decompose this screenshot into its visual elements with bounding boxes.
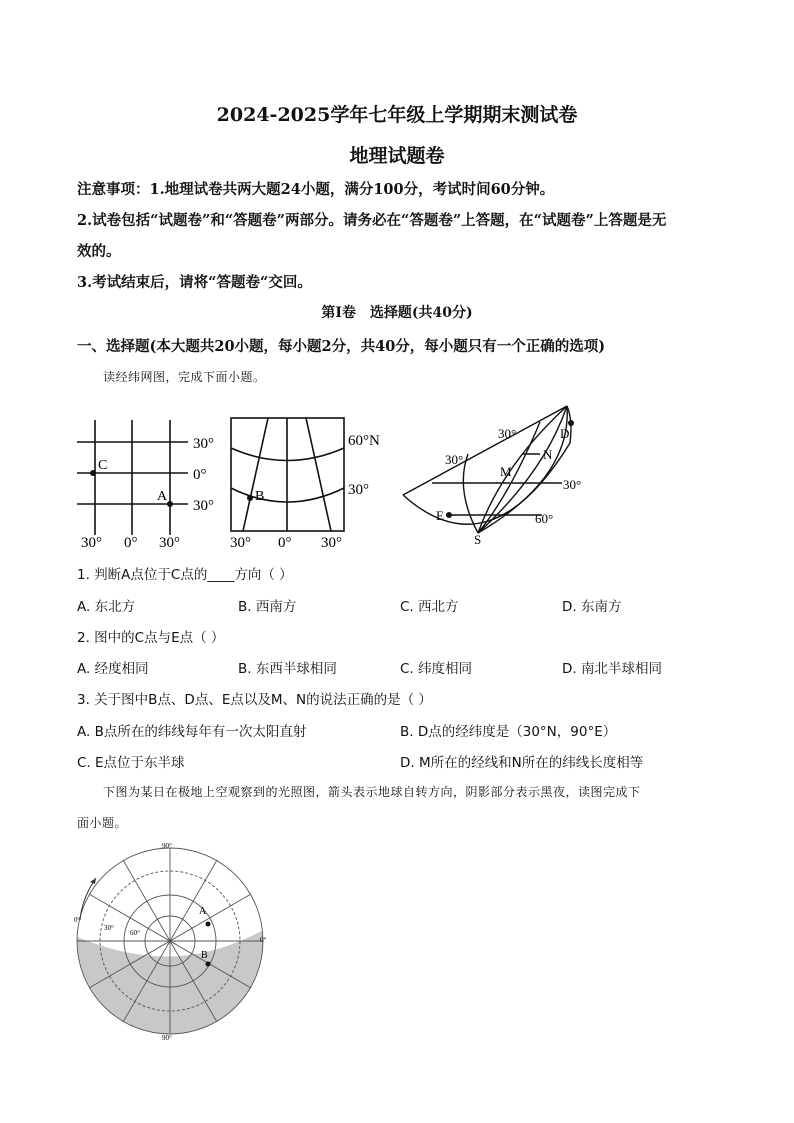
fig2-label-60: 60° [130, 929, 140, 937]
conic-lat-label-2: 30° [348, 482, 369, 498]
grid-lon-label-2: 0° [124, 535, 138, 551]
hemi-label-30-left: 30° [445, 452, 464, 467]
hemi-label-30-right: 30° [563, 477, 582, 492]
conic-map [231, 418, 344, 531]
question-1-option-c[interactable]: C. 西北方 [400, 599, 459, 615]
point-a-label: A [157, 489, 168, 504]
point-c-label: C [98, 458, 108, 473]
question-3-option-d[interactable]: D. M所在的经线和N所在的纬线长度相等 [400, 755, 644, 771]
conic-lon-label-2: 0° [278, 535, 292, 551]
question-2-option-d[interactable]: D. 南北半球相同 [562, 661, 662, 677]
figure-1-maps [70, 398, 610, 553]
fig2-label-90-bottom: 90° [162, 1034, 172, 1042]
notice-line-2-cont: 效的。 [77, 243, 121, 260]
grid-map [77, 420, 188, 535]
point-a-dot [206, 922, 211, 927]
fig2-point-a-label: A [199, 906, 207, 917]
intro-text-1: 读经纬网图，完成下面小题。 [103, 370, 266, 384]
question-1-option-d[interactable]: D. 东南方 [562, 599, 622, 615]
question-3-stem: 3. 关于图中B点、D点、E点以及M、N的说法正确的是（ ） [77, 692, 432, 708]
figure-2-polar-diagram [70, 838, 280, 1043]
grid-lat-label-1: 30° [193, 436, 214, 452]
question-3-option-b[interactable]: B. D点的经纬度是（30°N，90°E） [400, 724, 617, 740]
question-2-option-b[interactable]: B. 东西半球相同 [238, 661, 337, 677]
point-c-dot [90, 470, 96, 476]
fig2-label-30: 30° [104, 924, 114, 932]
fig2-label-0-left: 0° [74, 916, 81, 924]
point-b-label: B [255, 489, 265, 504]
exam-title: 2024-2025学年七年级上学期期末测试卷 [216, 104, 578, 126]
hemi-label-30-top: 30° [498, 426, 517, 441]
grid-lon-label-1: 30° [81, 535, 102, 551]
conic-lon-label-1: 30° [230, 535, 251, 551]
hemi-label-60: 60° [535, 511, 554, 526]
rotation-arrow-icon [80, 878, 96, 920]
grid-lon-label-3: 30° [159, 535, 180, 551]
notice-line-1: 注意事项：1.地理试卷共两大题24小题，满分100分，考试时间60分钟。 [77, 181, 555, 198]
question-3-option-a[interactable]: A. B点所在的纬线每年有一次太阳直射 [77, 724, 307, 740]
point-d-label: D [560, 426, 570, 441]
question-1-option-a[interactable]: A. 东北方 [77, 599, 136, 615]
volume-title: 第Ⅰ卷 选择题(共40分) [321, 305, 473, 321]
question-2-option-c[interactable]: C. 纬度相同 [400, 661, 473, 677]
conic-lon-label-3: 30° [321, 535, 342, 551]
conic-lat-label-1: 60°N [348, 433, 380, 449]
point-m-label: M [500, 464, 512, 479]
exam-subtitle: 地理试题卷 [349, 145, 445, 167]
point-s-label: S [474, 532, 482, 547]
point-e-label: E [436, 508, 444, 523]
notice-line-2: 2.试卷包括“试题卷”和“答题卷”两部分。请务必在“答题卷”上答题，在“试题卷”上答题是无 [77, 212, 667, 229]
question-2-option-a[interactable]: A. 经度相同 [77, 661, 149, 677]
point-b-dot [206, 962, 211, 967]
point-a-dot [167, 501, 173, 507]
question-2-stem: 2. 图中的C点与E点（ ） [77, 630, 225, 646]
point-e-dot [446, 512, 452, 518]
question-1-option-b[interactable]: B. 西南方 [238, 599, 297, 615]
point-b-dot [247, 495, 253, 501]
question-3-option-c[interactable]: C. E点位于东半球 [77, 755, 185, 771]
fig2-point-b-label: B [201, 950, 208, 961]
part-title: 一、选择题(本大题共20小题，每小题2分，共40分，每小题只有一个正确的选项) [77, 338, 606, 355]
fig2-label-0-right: 0° [260, 936, 267, 944]
intro-text-2: 下图为某日在极地上空观察到的光照图，箭头表示地球自转方向，阴影部分表示黑夜，读图完成下 [103, 785, 641, 799]
grid-lat-label-2: 0° [193, 467, 207, 483]
point-n-label: N [543, 447, 553, 462]
intro-text-2-cont: 面小题。 [77, 816, 128, 830]
grid-lat-label-3: 30° [193, 498, 214, 514]
question-1-stem: 1. 判断A点位于C点的____方向（ ） [77, 567, 293, 583]
fig2-label-90-top: 90° [162, 842, 172, 850]
notice-line-3: 3.考试结束后，请将“答题卷“交回。 [77, 274, 312, 291]
